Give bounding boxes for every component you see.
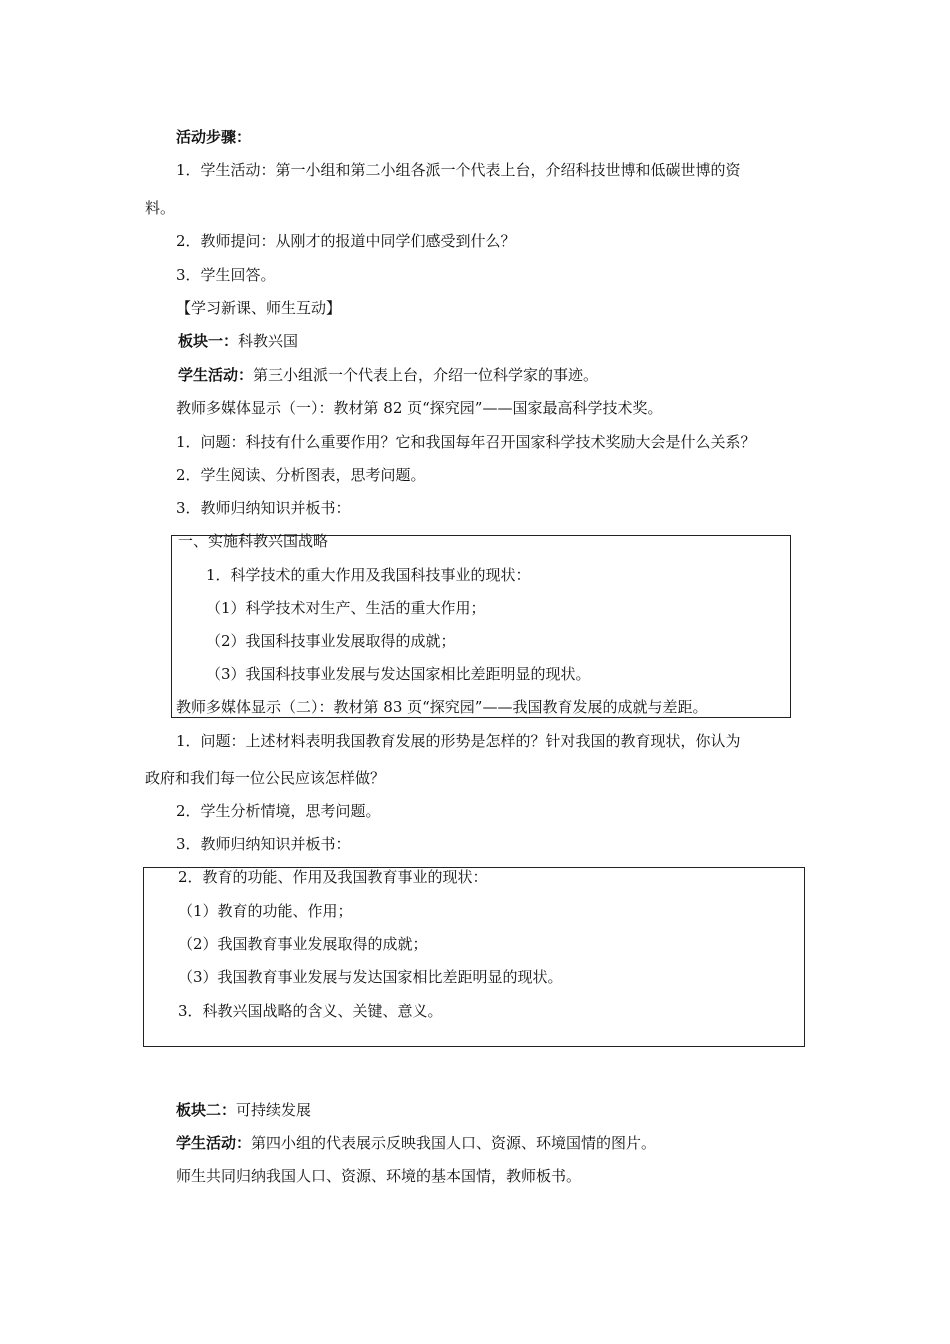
new-lesson-heading: 【学习新课、师生互动】: [176, 299, 342, 317]
board1-sub1: （1）科学技术对生产、生活的重大作用；: [206, 599, 486, 617]
edu-question1-line1: 1．问题：上述材料表明我国教育发展的形势是怎样的？针对我国的教育现状，你认为: [176, 732, 741, 750]
section1-title: 科教兴国: [238, 332, 299, 350]
board2-item2: 2．教育的功能、作用及我国教育事业的现状：: [178, 868, 488, 886]
step3: 3．学生回答。: [176, 266, 276, 284]
section2-title: 可持续发展: [236, 1101, 312, 1119]
media-display-2: 教师多媒体显示（二）：教材第 83 页“探究园”——我国教育发展的成就与差距。: [176, 698, 708, 716]
board1-sub2: （2）我国科技事业发展取得的成就；: [206, 632, 456, 650]
student-activity-label: 学生活动：: [178, 366, 254, 384]
board1-sub3: （3）我国科技事业发展与发达国家相比差距明显的现状。: [206, 665, 591, 683]
step2: 2．教师提问：从刚才的报道中同学们感受到什么？: [176, 232, 516, 250]
section2-summary: 师生共同归纳我国人口、资源、环境的基本国情，教师板书。: [176, 1167, 582, 1185]
question3: 3．教师归纳知识并板书：: [176, 499, 351, 517]
section2-heading: [176, 1100, 311, 1120]
section1-label: 板块一：: [178, 332, 239, 350]
student-activity-text-2: 第四小组的代表展示反映我国人口、资源、环境国情的图片。: [251, 1134, 657, 1152]
board2-sub1: （1）教育的功能、作用；: [178, 902, 353, 920]
step1-line1: 1．学生活动：第一小组和第二小组各派一个代表上台，介绍科技世博和低碳世博的资: [176, 161, 741, 179]
question2: 2．学生阅读、分析图表，思考问题。: [176, 466, 426, 484]
section2-student-activity: [176, 1133, 656, 1153]
edu-question1-line2: 政府和我们每一位公民应该怎样做？: [145, 769, 386, 787]
student-activity-text: 第三小组派一个代表上台，介绍一位科学家的事迹。: [253, 366, 599, 384]
board2-item3: 3．科教兴国战略的含义、关键、意义。: [178, 1002, 443, 1020]
section1-student-activity: [178, 365, 598, 385]
question1: 1．问题：科技有什么重要作用？它和我国每年召开国家科学技术奖励大会是什么关系？: [176, 433, 756, 451]
step1-line2: 料。: [145, 199, 176, 217]
edu-question2: 2．学生分析情境，思考问题。: [176, 802, 381, 820]
board2-sub3: （3）我国教育事业发展与发达国家相比差距明显的现状。: [178, 968, 563, 986]
section2-label: 板块二：: [176, 1101, 237, 1119]
board2-sub2: （2）我国教育事业发展取得的成就；: [178, 935, 428, 953]
board1-item1: 1．科学技术的重大作用及我国科技事业的现状：: [206, 566, 531, 584]
media-display-1: 教师多媒体显示（一）：教材第 82 页“探究园”——国家最高科学技术奖。: [176, 399, 663, 417]
board1-title: 一、实施科教兴国战略: [178, 532, 329, 550]
edu-question3: 3．教师归纳知识并板书：: [176, 835, 351, 853]
board-notes-box-1: [171, 535, 791, 718]
student-activity-label-2: 学生活动：: [176, 1134, 252, 1152]
section1-heading: [178, 331, 298, 351]
activity-steps-heading: 活动步骤：: [176, 128, 252, 146]
